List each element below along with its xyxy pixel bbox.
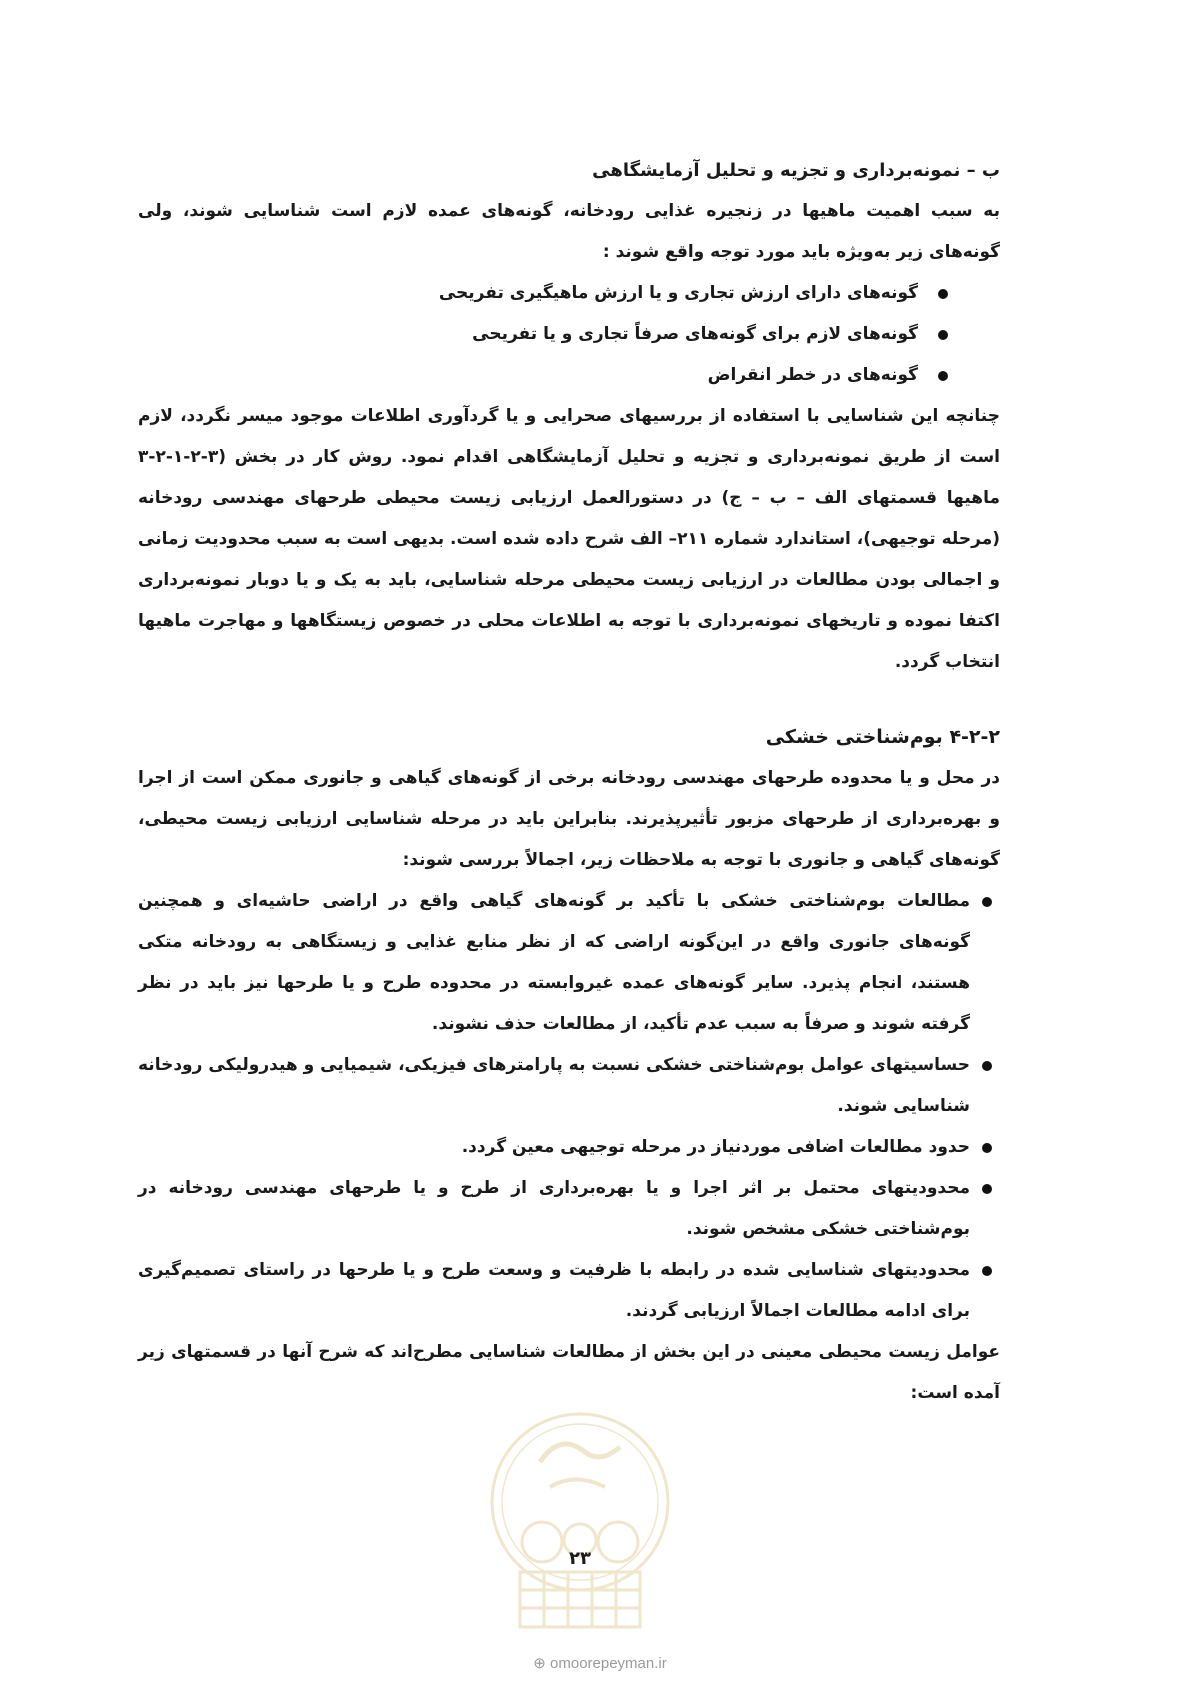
list-item (138, 1045, 1000, 1127)
section-4-2-2-heading: ۴-۲-۲ بوم‌شناختی خشکی (765, 726, 1000, 748)
website-text: omoorepeyman.ir (550, 1655, 667, 1672)
section-b-intro: به سبب اهمیت ماهیها در زنجیره غذایی رودخانه، گونه‌های عمده لازم است شناسایی شوند، ولی گونه‌های زیر به‌ویژه باید مورد توجه واقع شوند : (138, 201, 1000, 262)
section-b-bullet-list (138, 273, 1000, 396)
list-item-text: گونه‌های در خطر انقراض (707, 365, 918, 385)
list-item-text: گونه‌های دارای ارزش تجاری و یا ارزش ماهیگیری تفریحی (438, 283, 918, 303)
page-number: ۲۳ (569, 1548, 591, 1569)
section-4-2-2-intro: در محل و یا محدوده طرحهای مهندسی رودخانه برخی از گونه‌های گیاهی و جانوری ممکن است از اجرا و بهره‌برداری از طرحهای مزبور تأثیرپذیرند. بنابراین باید در مرحله شناسایی ارزیابی زیست محیطی، گونه‌های گیاهی و جانوری با توجه به ملاحظات زیر، اجمالاً بررسی شوند: (138, 768, 1000, 870)
section-4-2-2-closing: عوامل زیست محیطی معینی در این بخش از مطالعات شناسایی مطرح‌اند که شرح آنها در قسمتهای زیر آمده است: (138, 1342, 1000, 1403)
bullet-icon (982, 897, 992, 907)
bullet-icon (938, 330, 948, 340)
list-item (138, 355, 1000, 396)
page-content (138, 150, 1000, 1414)
list-item-text: مطالعات بوم‌شناختی خشکی با تأکید بر گونه‌های گیاهی واقع در اراضی حاشیه‌ای و همچنین گونه‌های جانوری واقع در این‌گونه اراضی که از نظر منابع غذایی و زیستگاهی به رودخانه متکی هستند، انجام پذیرد. سایر گونه‌های عمده غیروابسته در محدوده طرح و یا طرحها نیز باید در نظر گرفته شوند و صرفاً به سبب عدم تأکید، از مطالعات حذف نشوند. (138, 891, 970, 1034)
section-b-heading: ب – نمونه‌برداری و تجزیه و تحلیل آزمایشگاهی (592, 160, 1000, 181)
list-item-text: محدودیتهای شناسایی شده در رابطه با ظرفیت و وسعت طرح و یا طرحها در راستای تصمیم‌گیری برای ادامه مطالعات اجمالاً ارزیابی گردند. (138, 1260, 970, 1321)
list-item (138, 314, 1000, 355)
list-item (138, 881, 1000, 1045)
bullet-icon (982, 1061, 992, 1071)
globe-icon: ⊕ (533, 1655, 546, 1672)
bullet-icon (982, 1143, 992, 1153)
list-item-text: محدودیتهای محتمل بر اثر اجرا و یا بهره‌برداری از طرح و یا طرحهای مهندسی رودخانه در بوم‌شناختی خشکی مشخص شوند. (138, 1178, 970, 1239)
list-item (138, 273, 1000, 314)
list-item-text: حدود مطالعات اضافی موردنیاز در مرحله توجیهی معین گردد. (461, 1137, 970, 1157)
list-item-text: گونه‌های لازم برای گونه‌های صرفاً تجاری و یا تفریحی (472, 324, 918, 344)
bullet-icon (938, 289, 948, 299)
section-4-2-2-bullet-list (138, 881, 1000, 1332)
list-item-text: حساسیتهای عوامل بوم‌شناختی خشکی نسبت به پارامترهای فیزیکی، شیمیایی و هیدرولیکی رودخانه شناسایی شوند. (138, 1055, 970, 1116)
section-b-body: چنانچه این شناسایی با استفاده از بررسیهای صحرایی و یا گردآوری اطلاعات موجود میسر نگردد، لازم است از طریق نمونه‌برداری و تجزیه و تحلیل آزمایشگاهی اقدام نمود. روش کار در بخش (۳-۲-۱-۲-۳ ماهیها قسمتهای الف – ب – ج) در دستورالعمل ارزیابی زیست محیطی طرحهای مهندسی رودخانه (مرحله توجیهی)، استاندارد شماره ۲۱۱– الف شرح داده شده است. بدیهی است به سبب محدودیت زمانی و اجمالی بودن مطالعات در ارزیابی زیست محیطی مرحله شناسایی، باید به یک و یا دوبار نمونه‌برداری اکتفا نموده و تاریخهای نمونه‌برداری با توجه به اطلاعات محلی در خصوص زیستگاهها و مهاجرت ماهیها انتخاب گردد. (138, 406, 1000, 672)
bullet-icon (938, 371, 948, 381)
website-watermark (480, 1654, 720, 1672)
list-item (138, 1250, 1000, 1332)
bullet-icon (982, 1266, 992, 1276)
bullet-icon (982, 1184, 992, 1194)
list-item (138, 1168, 1000, 1250)
list-item (138, 1127, 1000, 1168)
watermark-logo-icon (480, 1392, 680, 1642)
